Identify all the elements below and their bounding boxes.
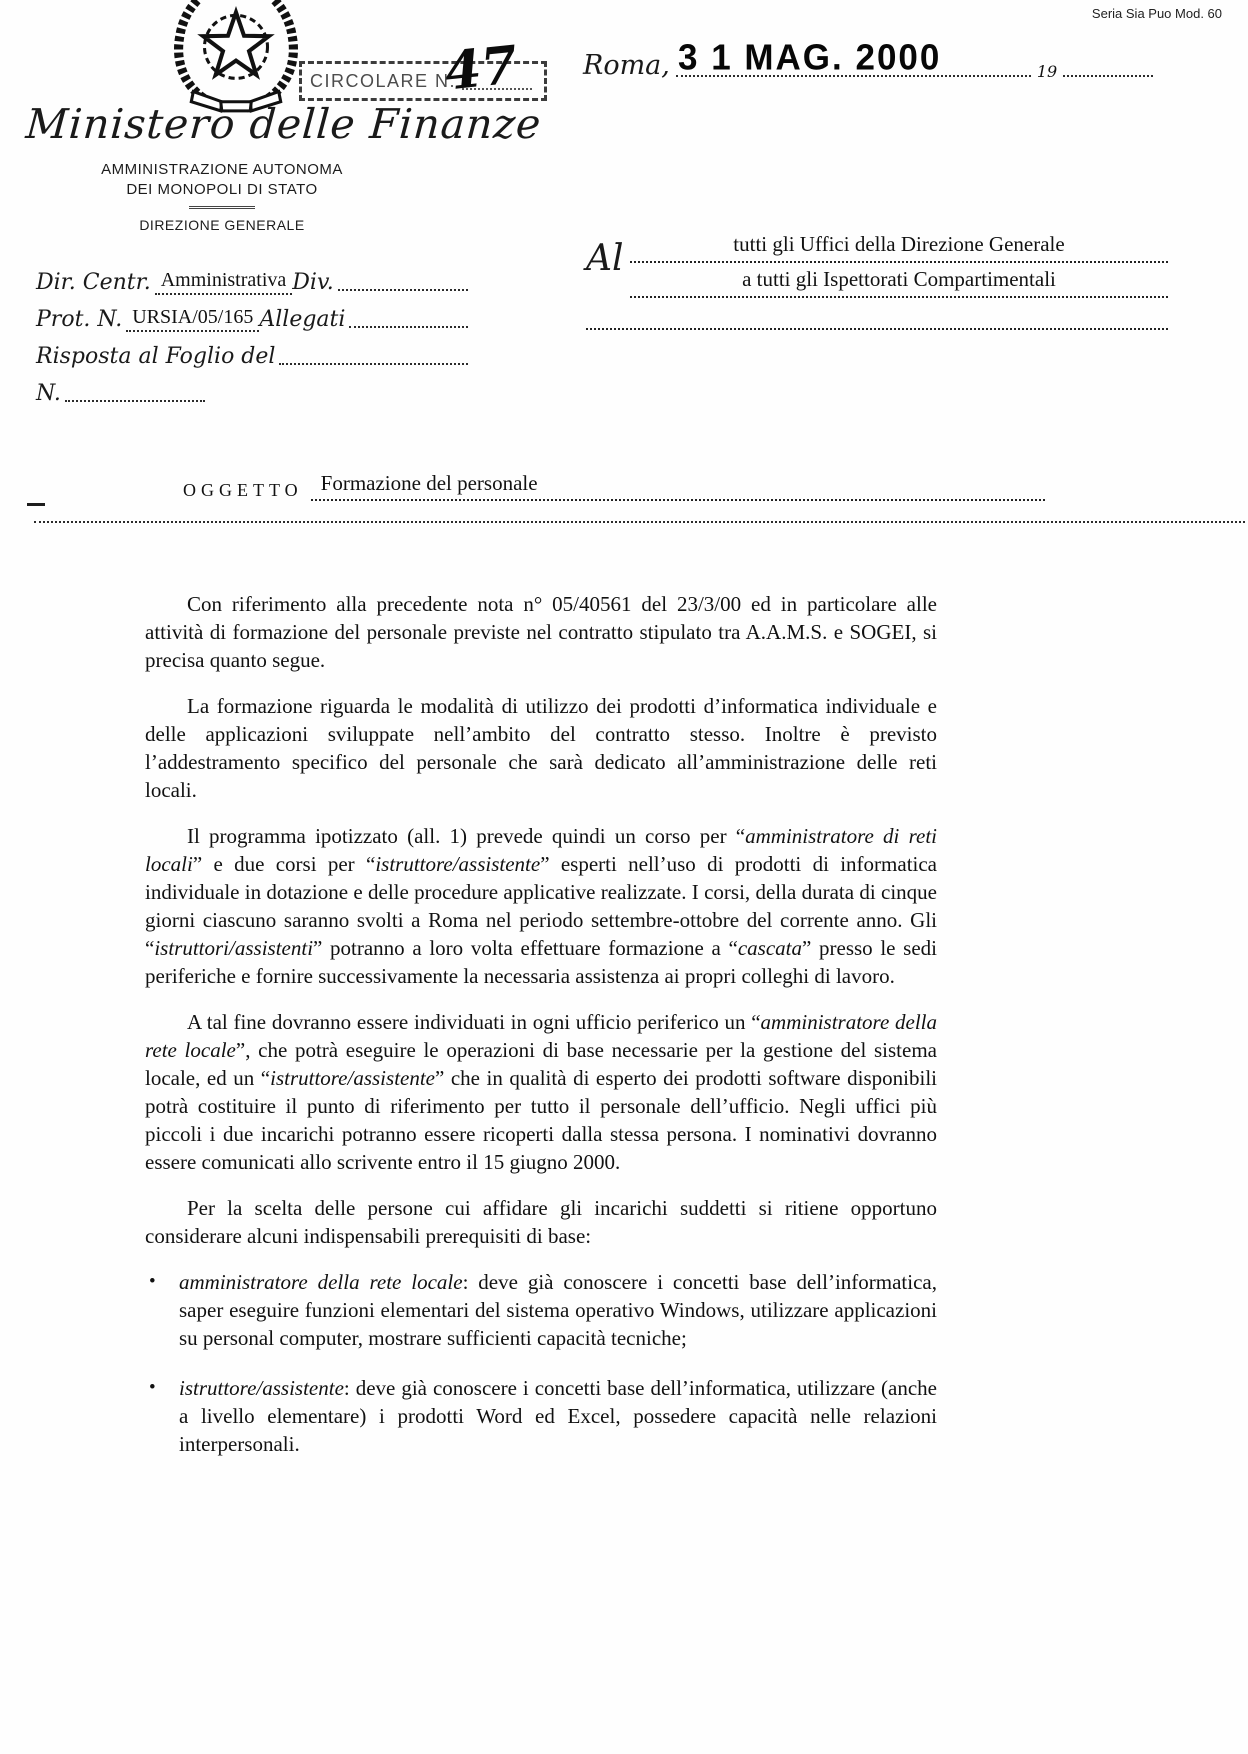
- margin-dash: [27, 503, 45, 506]
- administration-block: [62, 160, 382, 233]
- recipients-block: [586, 228, 1168, 330]
- div-label: Div.: [292, 270, 334, 295]
- paragraph: La formazione riguarda le modalità di utilizzo dei prodotti d’informatica individuale e delle applicazioni sviluppate nell’ambito del contratto stesso. Inoltre è previsto l’addestramento specifico del personale che sarà dedicato all’amministrazione delle reti locali.: [145, 694, 937, 802]
- letter-body: [145, 590, 937, 1480]
- risposta-dotted-line: [279, 362, 468, 365]
- risposta-row: [36, 332, 468, 369]
- prot-row: [36, 295, 468, 332]
- paragraph: Il programma ipotizzato (all. 1) prevede quindi un corso per “amministratore di reti locali” e due corsi per “istruttore/assistente” esperti nell’uso di prodotti di informatica individuale in dotazione e delle procedure applicative realizzate. I corsi, della durata di cinque giorni ciascuno saranno svolti a Roma nel periodo settembre-ottobre del corrente anno. Gli “istruttori/assistenti” potranno a loro volta effettuare formazione a “cascata” presso le sedi periferiche e fornire successivamente la necessaria assistenza ai propri colleghi di lavoro.: [145, 824, 938, 988]
- header-divider: [189, 206, 255, 209]
- list-item: [145, 1374, 937, 1458]
- allegati-dotted-line: [349, 325, 468, 328]
- bullet-icon: •: [149, 1377, 156, 1398]
- prot-label: Prot. N.: [36, 307, 123, 332]
- paragraph: Con riferimento alla precedente nota n° 05/40561 del 23/3/00 ed in particolare alle attività di formazione del personale previste nel contratto stipulato tra A.A.M.S. e SOGEI, si precisa quanto segue.: [145, 592, 937, 672]
- bullet-text: istruttore/assistente: deve già conoscere i concetti base dell’informatica, utilizzare (anche a livello elementare) i prodotti Word ed Excel, possedere capacità nelle relazioni interpersonali.: [179, 1376, 937, 1456]
- paragraph: Per la scelta delle persone cui affidare gli incarichi suddetti si ritiene opportuno considerare alcuni indispensabili prerequisiti di base:: [145, 1196, 937, 1248]
- dir-centr-value: Amministrativa: [155, 269, 293, 295]
- prerequisites-list: [145, 1268, 937, 1458]
- bullet-text: amministratore della rete locale: deve già conoscere i concetti base dell’informatica, saper eseguire funzioni elementari del sistema operativo Windows, utilizzare applicazioni su personal computer, mostrare sufficienti capacità tecniche;: [179, 1270, 937, 1350]
- year-dotted-line: [1063, 74, 1153, 77]
- subject-row: [183, 468, 1045, 501]
- list-item: [145, 1268, 937, 1352]
- dir-centr-label: Dir. Centr.: [36, 270, 151, 295]
- subject-label: OGGETTO: [183, 480, 303, 500]
- series-model-label: Seria Sia Puo Mod. 60: [1091, 6, 1222, 21]
- risposta-label: Risposta al Foglio del: [36, 344, 276, 369]
- year-prefix: 19: [1036, 62, 1058, 81]
- circolare-label: CIRCOLARE N.: [310, 70, 457, 91]
- date-stamp: 3 1 MAG. 2000: [678, 37, 942, 78]
- subject-value: Formazione del personale: [311, 468, 1045, 501]
- ministry-title: Ministero delle Finanze: [24, 100, 544, 148]
- prot-value: URSIA/05/165: [126, 306, 259, 332]
- numero-row: [36, 369, 468, 406]
- to-label: Al: [586, 238, 624, 279]
- circolare-number-handwritten: 47: [442, 34, 521, 103]
- div-dotted-line: [338, 288, 468, 291]
- dir-centr-row: [36, 258, 468, 295]
- full-width-dotted-line: [34, 521, 1245, 523]
- administration-line1: AMMINISTRAZIONE AUTONOMA: [101, 161, 343, 178]
- administration-line2: DEI MONOPOLI DI STATO: [126, 181, 318, 198]
- recipient-line-2: a tutti gli Ispettorati Compartimentali: [630, 263, 1168, 298]
- recipient-line-empty: [586, 298, 1168, 330]
- place-label: Roma,: [583, 50, 670, 81]
- bullet-icon: •: [149, 1271, 156, 1292]
- allegati-label: Allegati: [259, 307, 346, 332]
- numero-dotted-line: [65, 399, 205, 402]
- paragraph: A tal fine dovranno essere individuati in ogni ufficio periferico un “amministratore della rete locale”, che potrà eseguire le operazioni di base necessarie per la gestione del sistema locale, ed un “istruttore/assistente” che in qualità di esperto dei prodotti software disponibili potrà costituire il punto di riferimento per tutto il personale dell’ufficio. Negli uffici più piccoli i due incarichi potranno essere ricoperti dalla stessa persona. I nominativi dovranno essere comunicati allo scrivente entro il 15 giugno 2000.: [145, 1010, 937, 1174]
- protocol-fields: [36, 258, 468, 406]
- recipient-line-1: tutti gli Uffici della Direzione Generale: [630, 228, 1168, 263]
- direction-general-label: DIREZIONE GENERALE: [139, 217, 305, 233]
- numero-label: N.: [36, 381, 61, 406]
- date-row: [583, 37, 1165, 81]
